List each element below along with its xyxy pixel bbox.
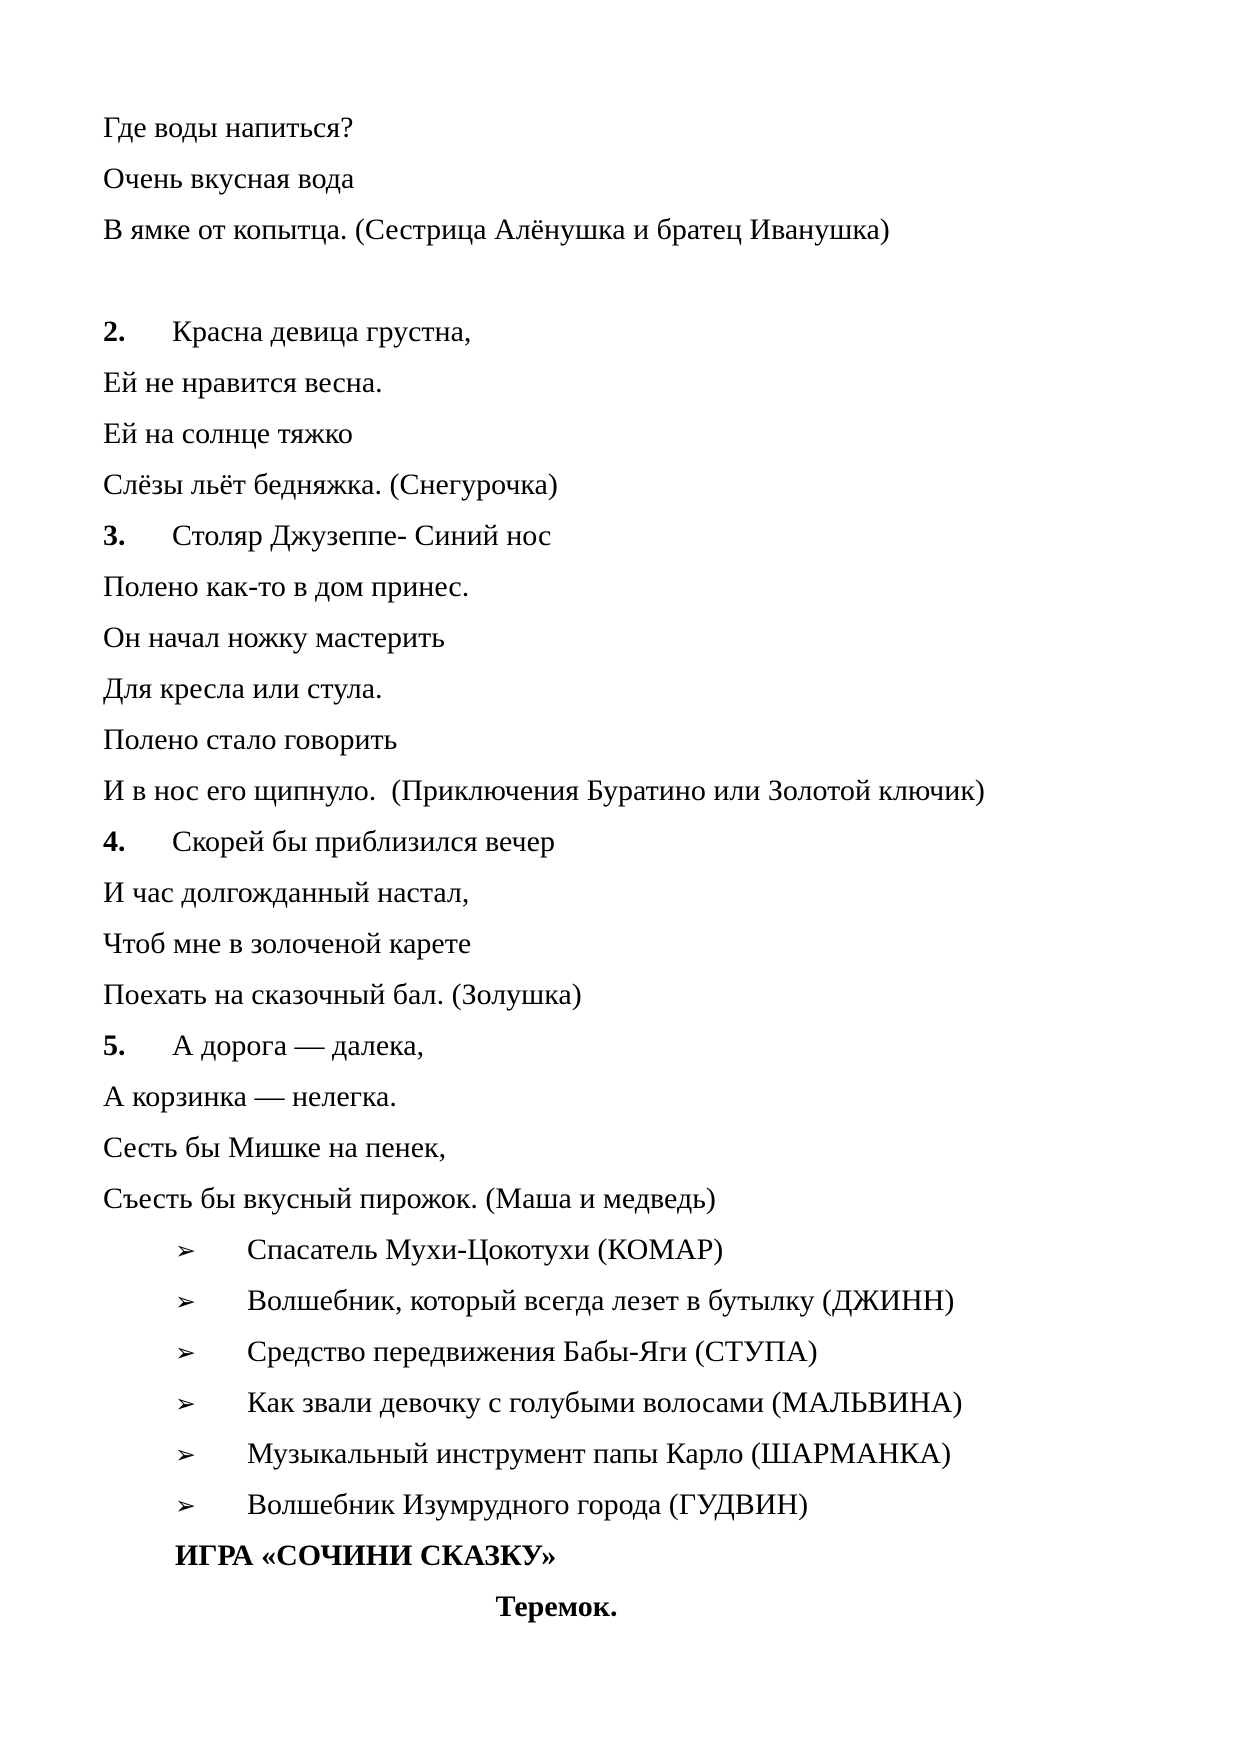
- poem-line: Где воды напиться?: [103, 111, 354, 144]
- poem-line-text: Столяр Джузеппе- Синий нос: [172, 519, 552, 552]
- quiz-item-text: Волшебник, который всегда лезет в бутылку (ДЖИНН): [247, 1284, 955, 1317]
- poem-line: Для кресла или стула.: [103, 672, 383, 705]
- arrow-bullet-icon: ➢: [175, 1491, 196, 1520]
- poem-line: А корзинка — нелегка.: [103, 1080, 397, 1113]
- list-number: 4.: [103, 825, 126, 858]
- poem-line: Полено как-то в дом принес.: [103, 570, 470, 603]
- poem-line: Полено стало говорить: [103, 723, 398, 756]
- poem-line-text: Красна девица грустна,: [172, 315, 472, 348]
- list-item-4: [103, 816, 1180, 867]
- poem-line: Чтоб мне в золоченой карете: [103, 927, 472, 960]
- blank-line: [103, 255, 1180, 306]
- poem-line: Поехать на сказочный бал. (Золушка): [103, 978, 582, 1011]
- poem-line: Слёзы льёт бедняжка. (Снегурочка): [103, 468, 558, 501]
- arrow-bullet-icon: ➢: [175, 1440, 196, 1469]
- list-number: 5.: [103, 1029, 126, 1062]
- quiz-item: [103, 1326, 1180, 1377]
- list-item-3: [103, 510, 1180, 561]
- poem-line: Очень вкусная вода: [103, 162, 355, 195]
- quiz-item-text: Волшебник Изумрудного города (ГУДВИН): [247, 1488, 809, 1521]
- quiz-item: [103, 1377, 1180, 1428]
- list-number: 2.: [103, 315, 126, 348]
- poem-line: Он начал ножку мастерить: [103, 621, 445, 654]
- quiz-item: [103, 1428, 1180, 1479]
- arrow-bullet-icon: ➢: [175, 1236, 196, 1265]
- arrow-bullet-icon: ➢: [175, 1389, 196, 1418]
- quiz-item: [103, 1224, 1180, 1275]
- list-item-5: [103, 1020, 1180, 1071]
- poem-line: Съесть бы вкусный пирожок. (Маша и медведь): [103, 1182, 716, 1215]
- quiz-item-text: Музыкальный инструмент папы Карло (ШАРМАНКА): [247, 1437, 952, 1470]
- poem-line-text: Скорей бы приблизился вечер: [172, 825, 555, 858]
- poem-line-text: А дорога — далека,: [172, 1029, 425, 1062]
- arrow-bullet-icon: ➢: [175, 1338, 196, 1367]
- game-title: ИГРА «СОЧИНИ СКАЗКУ»: [175, 1539, 557, 1572]
- list-number: 3.: [103, 519, 126, 552]
- story-title: Теремок.: [495, 1590, 618, 1623]
- quiz-item-text: Как звали девочку с голубыми волосами (МАЛЬВИНА): [247, 1386, 963, 1419]
- poem-line: И час долгожданный настал,: [103, 876, 470, 909]
- poem-line: Ей не нравится весна.: [103, 366, 383, 399]
- list-item-2: [103, 306, 1180, 357]
- quiz-item: [103, 1275, 1180, 1326]
- quiz-item: [103, 1479, 1180, 1530]
- poem-line: И в нос его щипнуло. (Приключения Буратино или Золотой ключик): [103, 774, 985, 807]
- arrow-bullet-icon: ➢: [175, 1287, 196, 1316]
- quiz-item-text: Средство передвижения Бабы-Яги (СТУПА): [247, 1335, 818, 1368]
- poem-line: Сесть бы Мишке на пенек,: [103, 1131, 447, 1164]
- poem-line: Ей на солнце тяжко: [103, 417, 353, 450]
- quiz-item-text: Спасатель Мухи-Цокотухи (КОМАР): [247, 1233, 724, 1266]
- poem-line: В ямке от копытца. (Сестрица Алёнушка и братец Иванушка): [103, 213, 890, 246]
